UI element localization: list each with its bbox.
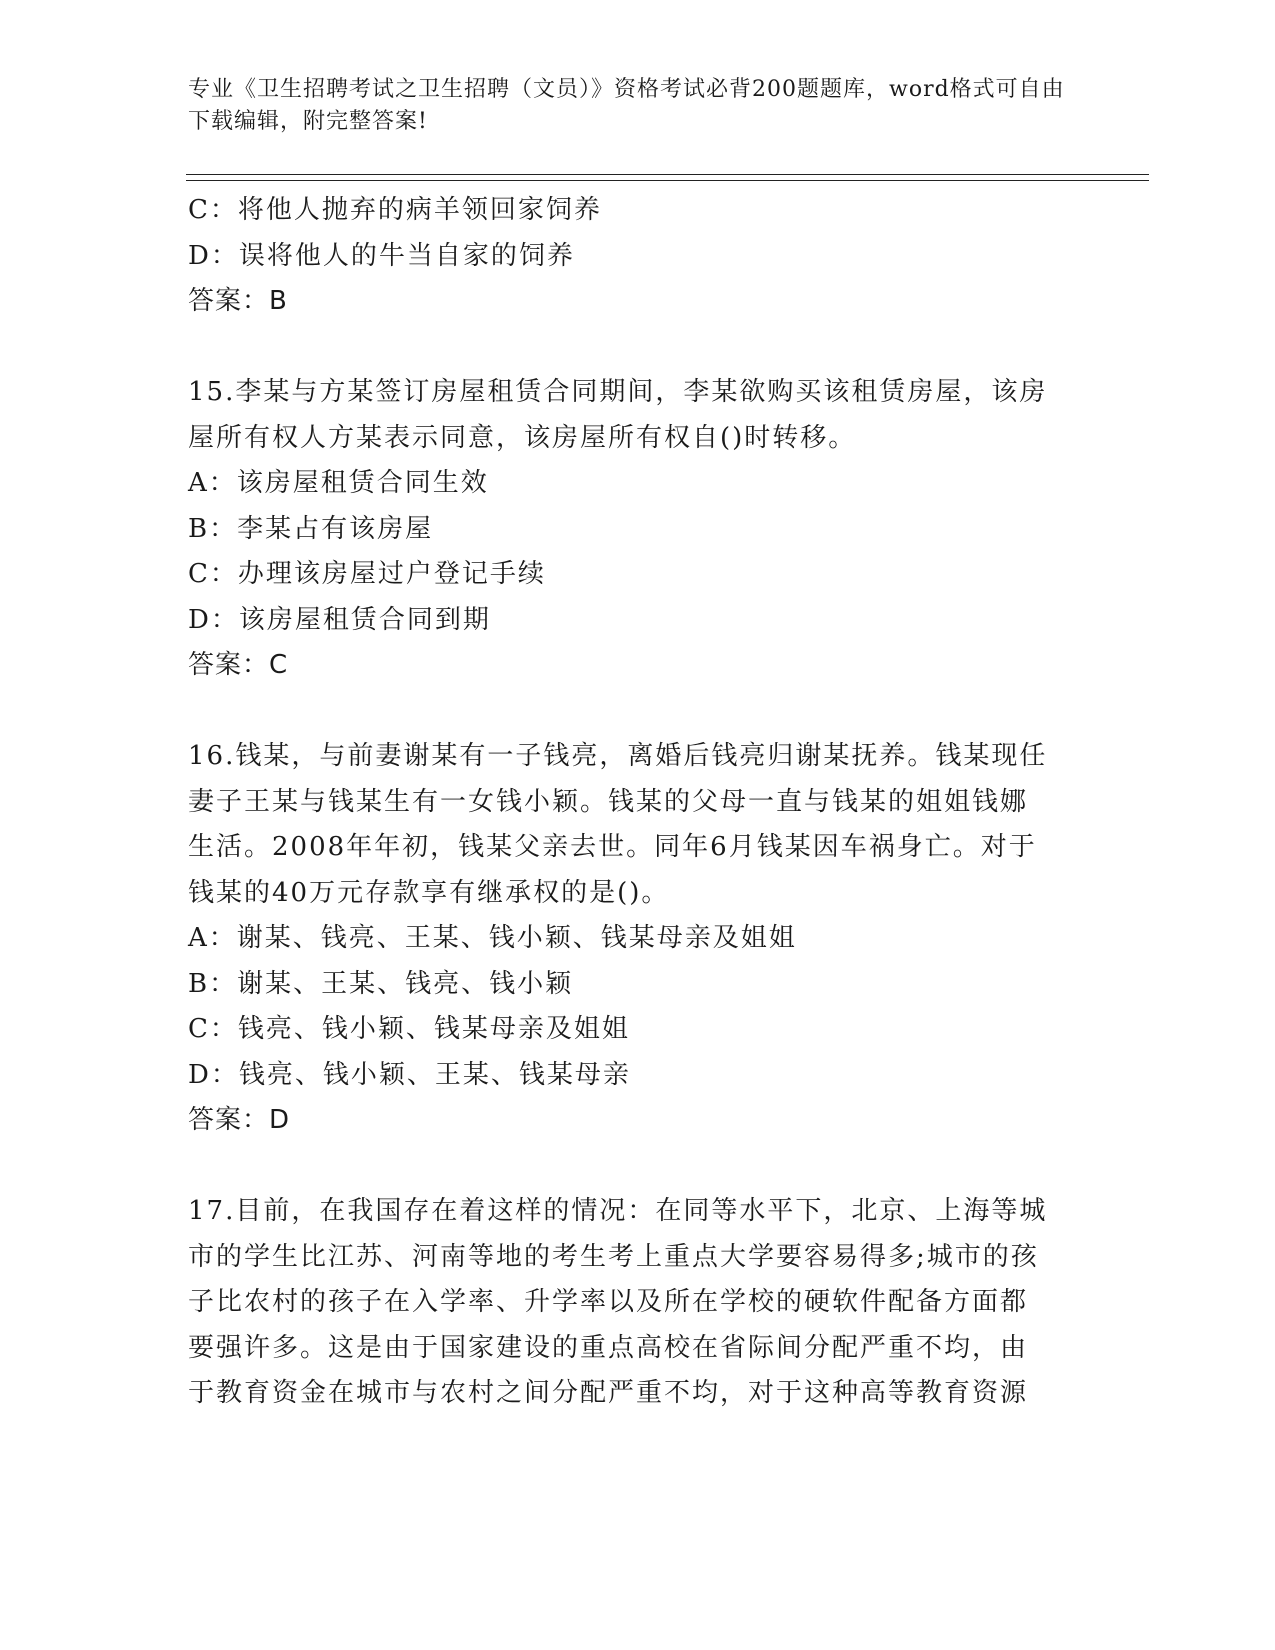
question-stem: 15.李某与方某签订房屋租赁合同期间，李某欲购买该租赁房屋，该房	[188, 377, 1048, 407]
header-text: 专业《卫生招聘考试之卫生招聘（文员）》资格考试必背200题题库，word格式可自由下载编辑，附完整答案!	[188, 77, 1065, 134]
answer: 答案：B	[188, 286, 288, 316]
question-stem: 市的学生比江苏、河南等地的考生考上重点大学要容易得多;城市的孩	[188, 1241, 1039, 1272]
option-d: D：该房屋租赁合同到期	[188, 604, 491, 635]
question-15	[188, 370, 1078, 689]
option-a: A：该房屋租赁合同生效	[188, 468, 489, 498]
question-17	[188, 1189, 1078, 1417]
question-stem: 要强许多。这是由于国家建设的重点高校在省际间分配严重不均，由	[188, 1332, 1029, 1363]
question-stem: 生活。2008年年初，钱某父亲去世。同年6月钱某因车祸身亡。对于	[188, 832, 1037, 862]
question-stem: 子比农村的孩子在入学率、升学率以及所在学校的硬软件配备方面都	[188, 1287, 1029, 1317]
option-d: D：误将他人的牛当自家的饲养	[188, 240, 575, 271]
spacer	[188, 1144, 1078, 1190]
spacer	[188, 325, 1078, 371]
question-stem: 钱某的40万元存款享有继承权的是()。	[188, 877, 670, 908]
spacer	[188, 689, 1078, 735]
question-stem: 17.目前，在我国存在着这样的情况：在同等水平下，北京、上海等城	[188, 1196, 1048, 1226]
option-b: B：李某占有该房屋	[188, 513, 434, 544]
answer: 答案：C	[188, 650, 289, 680]
document-header	[188, 74, 1068, 138]
document-body	[188, 188, 1078, 1417]
question-stem: 16.钱某，与前妻谢某有一子钱亮，离婚后钱亮归谢某抚养。钱某现任	[188, 741, 1048, 771]
question-14-tail	[188, 188, 1078, 325]
header-divider-bottom	[186, 180, 1149, 181]
option-c: C：将他人抛弃的病羊领回家饲养	[188, 195, 602, 225]
option-d: D：钱亮、钱小颖、王某、钱某母亲	[188, 1059, 631, 1090]
question-16	[188, 734, 1078, 1144]
option-c: C：钱亮、钱小颖、钱某母亲及姐姐	[188, 1014, 630, 1044]
question-stem: 屋所有权人方某表示同意，该房屋所有权自()时转移。	[188, 422, 857, 453]
question-stem: 妻子王某与钱某生有一女钱小颖。钱某的父母一直与钱某的姐姐钱娜	[188, 786, 1029, 817]
option-a: A：谢某、钱亮、王某、钱小颖、钱某母亲及姐姐	[188, 923, 797, 953]
option-b: B：谢某、王某、钱亮、钱小颖	[188, 968, 574, 999]
question-stem: 于教育资金在城市与农村之间分配严重不均，对于这种高等教育资源	[188, 1378, 1029, 1408]
answer: 答案：D	[188, 1105, 291, 1135]
header-divider-top	[186, 174, 1149, 175]
option-c: C：办理该房屋过户登记手续	[188, 559, 546, 589]
